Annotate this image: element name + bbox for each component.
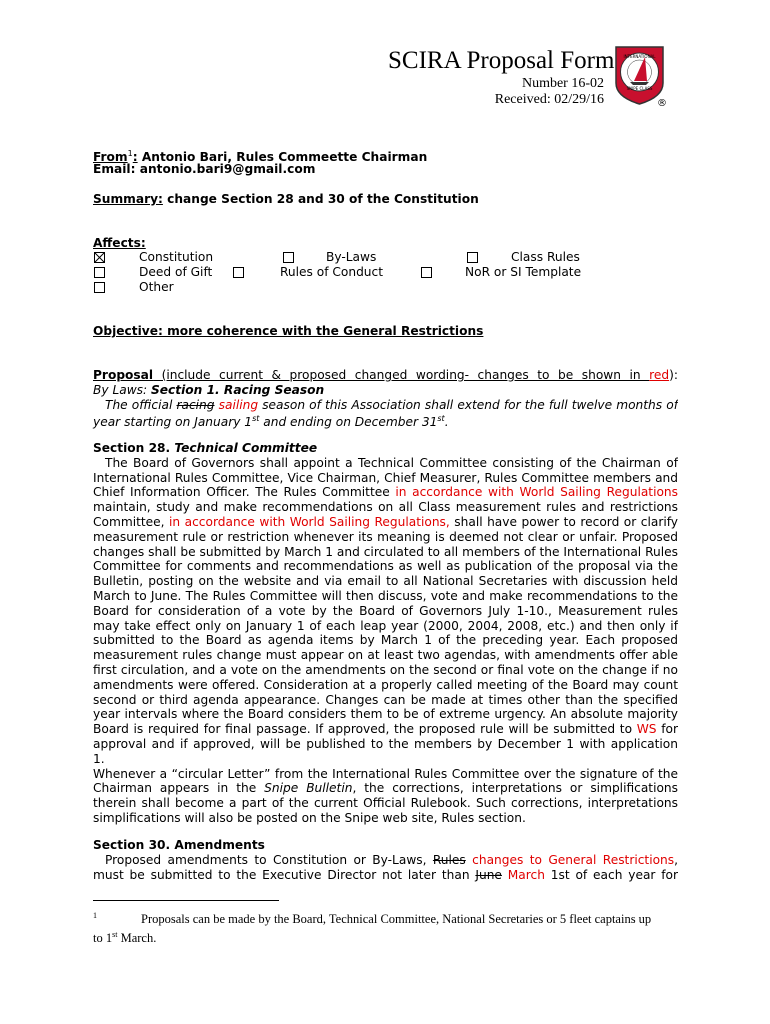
s28-line: simplifications will also be posted on the Snipe web site, Rules section. xyxy=(93,810,526,825)
s28-line: approval and if approved, will be published to the members by December 1 with application xyxy=(93,736,678,751)
proposal-line-1 xyxy=(93,368,678,383)
constitution-label: Constitution xyxy=(139,250,214,264)
s28-line: measurement rules change must appear on at least two agendas, with amendments offer able xyxy=(93,648,678,663)
proposal-line-2 xyxy=(93,383,678,398)
proposal-desc-a: (include current & proposed changed wording- changes to be shown in xyxy=(153,368,650,382)
s30-l1b: , xyxy=(674,852,678,867)
s28-l19a: Board is required for final passage. If approved, the proposed rule will be submitted to xyxy=(93,722,637,737)
section-28-num: Section 28. xyxy=(93,441,175,455)
s28-line: 1. xyxy=(93,751,105,766)
affects-label: Affects: xyxy=(93,236,146,250)
s28-line xyxy=(93,515,678,530)
deed-of-gift-checkbox[interactable] xyxy=(94,267,105,278)
s28-line: March to June. The Rules Committee will then discuss, vote and make recommendations to the xyxy=(93,588,678,603)
example-red: sailing xyxy=(214,397,259,412)
rules-of-conduct-checkbox[interactable] xyxy=(233,267,244,278)
from-value: Antonio Bari, Rules Commeette Chairman xyxy=(137,150,428,165)
example-text-a: The official xyxy=(105,397,177,412)
s28-line: International Rules Committee, Vice Chairman, Chief Measurer, Rules Committee members and xyxy=(93,470,678,485)
s28-line: maintain, study and make recommendations on all Class measurement rules and restrictions xyxy=(93,500,678,515)
example-text-d: and ending on December 31 xyxy=(259,415,438,430)
s28-l3a: Chief Information Officer. The Rules Committee xyxy=(93,485,396,500)
s30-line xyxy=(93,868,678,883)
s28-line: year intervals where the Board considers them to be of extreme urgency. An absolute majority xyxy=(93,707,678,722)
footnote-line-2 xyxy=(93,927,678,946)
s28-line xyxy=(93,485,678,500)
s28-l5a: Committee, xyxy=(93,514,170,529)
deed-of-gift-label: Deed of Gift xyxy=(139,265,213,279)
s30-l2a: must be submitted to the Executive Director not later than xyxy=(93,867,476,882)
section-30 xyxy=(93,838,678,882)
s30-l1-red: changes to General Restrictions xyxy=(465,852,675,867)
bylaws-label: By-Laws xyxy=(326,250,377,264)
section-28-title: Technical Committee xyxy=(174,441,318,455)
s28-line xyxy=(93,722,678,737)
s28-line: submitted to the Board as agenda items by March 1 of the preceding year. Each proposed xyxy=(93,633,678,648)
from-label: From xyxy=(93,150,128,165)
proposal-block xyxy=(93,368,678,430)
s28-l5-red: in accordance with World Sailing Regulations, xyxy=(169,514,450,529)
s28-l23-italic: Snipe Bulletin xyxy=(264,781,353,796)
s28-line: therein shall become a part of the current Official Rulebook. Such corrections, interpretations xyxy=(93,796,678,811)
s28-l5b: shall have power to record or clarify xyxy=(454,514,678,529)
bylaws-label: By Laws: xyxy=(93,382,152,397)
s28-line: first circulation, and a vote on the amendments on the second or final vote on the change if no xyxy=(93,662,678,677)
s30-l1a: Proposed amendments to Constitution or By-Laws, xyxy=(105,852,433,867)
s28-l19b: for xyxy=(656,722,678,737)
from-line xyxy=(93,147,428,165)
section1-label: Section 1. Racing Season xyxy=(151,382,325,397)
example-text-c: year starting on January 1 xyxy=(93,415,253,430)
other-label: Other xyxy=(139,280,174,294)
svg-text:INTERNATIONAL: INTERNATIONAL xyxy=(623,54,656,59)
constitution-checkbox[interactable] xyxy=(94,252,105,263)
s28-line: amendments were offered. Consideration at a properly called meeting of the Board may count xyxy=(93,677,678,692)
registered-mark: ® xyxy=(657,98,667,109)
s28-line xyxy=(93,781,678,796)
from-footnote-ref: 1 xyxy=(127,149,133,158)
s28-l23a: Chairman appears in the xyxy=(93,781,265,796)
from-colon: : xyxy=(132,150,138,165)
section-30-heading: Section 30. Amendments xyxy=(93,838,265,852)
s28-line: may take effect only on January 1 of each leap year (2000, 2004, 2008, etc.) and then only if xyxy=(93,618,678,633)
s28-line: Bulletin, posting on the website and via email to all National Secretaries with discussion held xyxy=(93,574,678,589)
s28-line: The Board of Governors shall appoint a Technical Committee consisting of the Chairman of xyxy=(105,455,678,470)
nor-si-template-checkbox[interactable] xyxy=(421,267,432,278)
proposal-line-4 xyxy=(93,412,678,430)
summary-label: Summary: xyxy=(93,192,163,206)
footnote-marker: 1 xyxy=(93,911,97,920)
footnote-text2sup: st xyxy=(112,930,118,940)
rules-of-conduct-label: Rules of Conduct xyxy=(280,265,384,279)
footnote xyxy=(93,908,678,946)
s30-line xyxy=(93,853,678,868)
nor-si-template-label: NoR or SI Template xyxy=(465,265,582,279)
s28-line: Whenever a “circular Letter” from the International Rules Committee over the signature of the xyxy=(93,766,678,781)
s28-l3-red: in accordance with World Sailing Regulations xyxy=(395,485,678,500)
example-sup1: st xyxy=(252,414,260,424)
form-title: SCIRA Proposal Form xyxy=(388,47,615,74)
proposal-desc-b: ): xyxy=(669,368,678,382)
s30-l2-red: March xyxy=(501,867,545,882)
s28-line: Board for consideration of a vote by the Board of Governors July 1-10., Measurement rules xyxy=(93,603,678,618)
example-strike: racing xyxy=(176,397,215,412)
section-28-heading xyxy=(93,441,678,456)
class-rules-checkbox[interactable] xyxy=(467,252,478,263)
s28-line: changes shall be submitted by March 1 and circulated to all members of the International Rules xyxy=(93,544,678,559)
section-28 xyxy=(93,441,678,826)
email-line: Email: antonio.bari9@gmail.com xyxy=(93,162,316,176)
bylaws-checkbox[interactable] xyxy=(283,252,294,263)
s28-line: measurement rule or restriction whenever its meaning is deemed not clear or unfair. Proposed xyxy=(93,529,678,544)
example-text-e: . xyxy=(444,415,449,430)
form-number: Number 16-02 xyxy=(521,76,604,91)
footnote-separator xyxy=(93,900,279,901)
s30-l2b: 1st of each year for xyxy=(544,867,678,882)
s28-line: Committee for comments and recommendations as well as publication of the proposal via the xyxy=(93,559,678,574)
footnote-text2b: March. xyxy=(117,931,157,946)
svg-text:SNIPE CLASS: SNIPE CLASS xyxy=(626,86,653,91)
proposal-line-3 xyxy=(93,398,678,413)
class-rules-label: Class Rules xyxy=(511,250,580,264)
footnote-text2a: to 1 xyxy=(93,931,113,946)
footnote-text: Proposals can be made by the Board, Technical Committee, National Secretaries or 5 fleet captains up xyxy=(141,912,652,927)
footnote-line-1 xyxy=(93,908,678,927)
s28-line: second or third agenda appearance. Changes can be made at times other than the specified xyxy=(93,692,678,707)
proposal-desc-red: red xyxy=(649,368,670,382)
summary-value: change Section 28 and 30 of the Constitution xyxy=(162,192,479,206)
example-sup2: st xyxy=(437,414,445,424)
summary-line xyxy=(93,192,479,207)
proposal-label: Proposal xyxy=(93,368,154,382)
other-checkbox[interactable] xyxy=(94,282,105,293)
s28-l19-red: WS xyxy=(636,722,657,737)
example-text-b: season of this Association shall extend for the full twelve months of xyxy=(262,397,678,412)
received-date: Received: 02/29/16 xyxy=(494,92,604,107)
snipe-logo xyxy=(612,45,667,105)
s30-l2-strike: June xyxy=(475,867,502,882)
s28-l23b: , the corrections, interpretations or simplifications xyxy=(352,781,678,796)
s30-l1-strike: Rules xyxy=(432,852,466,867)
objective-line: Objective: more coherence with the General Restrictions xyxy=(93,324,484,338)
